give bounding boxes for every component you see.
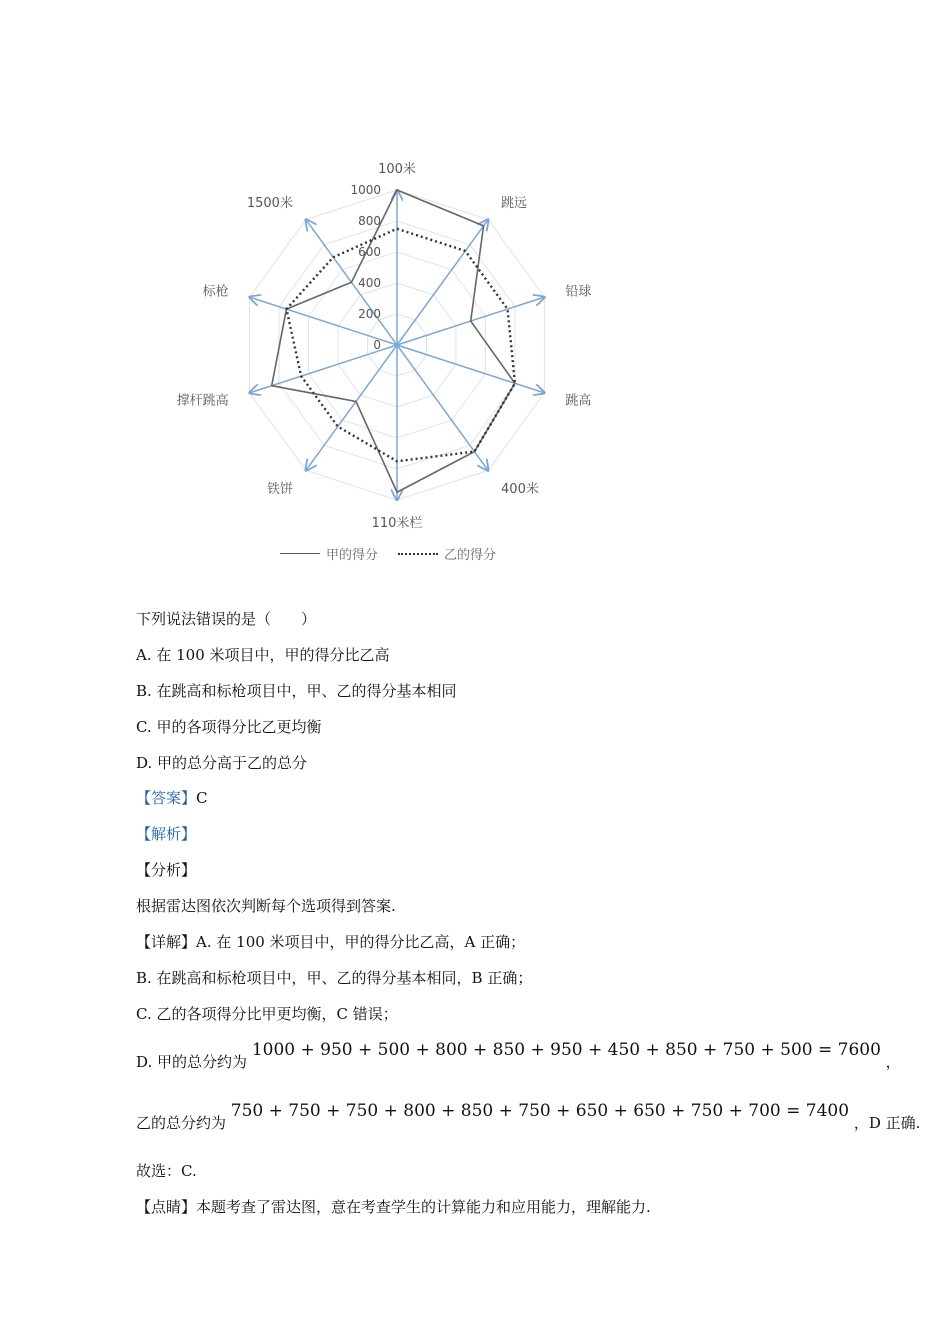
tick-label: 800 [358, 214, 381, 228]
dianjing-text: 本题考查了雷达图，意在考查学生的计算能力和应用能力，理解能力. [196, 1198, 651, 1216]
detail-e-suffix: ，D 正确. [853, 1114, 921, 1132]
axis-label: 铅球 [565, 284, 592, 300]
option-b: B. 在跳高和标枪项目中，甲、乙的得分基本相同 [136, 682, 457, 700]
axis-label: 110米栏 [371, 516, 423, 531]
detail-c: C. 乙的各项得分比甲更均衡，C 错误； [136, 1005, 398, 1023]
detail-d-suffix: ， [885, 1053, 901, 1071]
option-a: A. 在 100 米项目中，甲的得分比乙高 [136, 646, 390, 664]
axis-label: 100米 [378, 162, 416, 177]
tick-label: 1000 [350, 183, 381, 197]
axis-line [397, 345, 544, 393]
answer-line [136, 788, 208, 808]
axis-label: 铁饼 [266, 482, 293, 498]
axis-label: 400米 [501, 482, 539, 498]
axis-label: 标枪 [202, 284, 229, 300]
axis-label: 跳高 [565, 393, 592, 409]
legend-label-jia: 甲的得分 [326, 548, 379, 563]
detail-label: 【详解】 [136, 933, 197, 951]
dianjing-line [136, 1197, 651, 1217]
detail-d-formula: 1000 + 950 + 500 + 800 + 850 + 950 + 450 + 850 + 750 + 500 = 7600 [251, 1040, 881, 1060]
fenxi-text: 根据雷达图依次判断每个选项得到答案. [136, 897, 396, 915]
legend-label-yi: 乙的得分 [444, 548, 497, 563]
detail-e-line [136, 1101, 921, 1132]
axis-line [306, 345, 397, 470]
axis-label: 跳远 [501, 195, 528, 211]
axis-label: 1500米 [246, 195, 293, 211]
radar-chart [0, 150, 950, 550]
series-line-1 [286, 229, 514, 462]
detail-e-formula: 750 + 750 + 750 + 800 + 850 + 750 + 650 + 650 + 750 + 700 = 7400 [230, 1101, 850, 1121]
axis-label: 撑杆跳高 [176, 393, 229, 409]
tick-label: 400 [358, 276, 381, 290]
tick-label: 600 [358, 245, 381, 259]
tick-label: 0 [373, 338, 381, 352]
dianjing-label: 【点睛】 [136, 1198, 197, 1216]
detail-d-line [136, 1040, 901, 1071]
legend-dotted-line [398, 553, 438, 555]
analysis-label: 【解析】 [136, 825, 197, 843]
detail-b: B. 在跳高和标枪项目中，甲、乙的得分基本相同，B 正确； [136, 969, 533, 987]
answer-label: 【答案】 [136, 789, 197, 807]
detail-a: A. 在 100 米项目中，甲的得分比乙高，A 正确； [196, 933, 526, 951]
question-text: 下列说法错误的是（ ） [136, 610, 317, 628]
answer-value: C [196, 789, 208, 807]
option-c: C. 甲的各项得分比乙更均衡 [136, 718, 322, 736]
detail-e-prefix: 乙的总分约为 [136, 1114, 227, 1132]
choose-line: 故选：C. [136, 1162, 197, 1180]
tick-label: 200 [358, 307, 381, 321]
option-d: D. 甲的总分高于乙的总分 [136, 754, 308, 772]
detail-d-prefix: D. 甲的总分约为 [136, 1053, 248, 1071]
chart-legend [280, 544, 496, 563]
fenxi-label: 【分析】 [136, 861, 197, 879]
legend-solid-line [280, 553, 320, 554]
detail-a-line [136, 932, 525, 952]
